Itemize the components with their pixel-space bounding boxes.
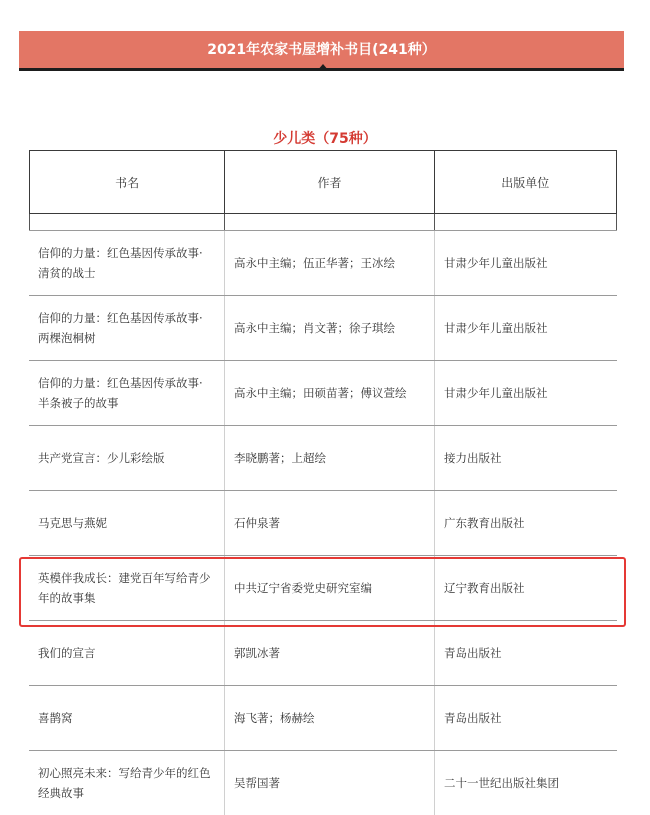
table-row [29, 620, 617, 685]
highlight-box [19, 557, 626, 627]
header-author: 作者 [224, 151, 433, 213]
book-title: 我们的宣言 [38, 646, 96, 660]
table-row [29, 360, 617, 425]
book-author: 郭凯冰著 [224, 621, 434, 685]
table-row [29, 490, 617, 555]
banner-notch-icon [317, 64, 329, 71]
gap-line [224, 214, 225, 230]
table-header [29, 150, 617, 214]
book-author: 海飞著；杨赫绘 [224, 686, 434, 750]
header-publisher: 出版单位 [434, 151, 616, 213]
book-author: 高永中主编；伍正华著；王冰绘 [224, 231, 434, 295]
banner-title: 2021年农家书屋增补书目(241种） [207, 42, 436, 58]
header-title: 书名 [115, 175, 140, 190]
book-publisher: 广东教育出版社 [434, 491, 617, 555]
gap-line [434, 214, 435, 230]
book-title: 共产党宣言：少儿彩绘版 [38, 451, 165, 465]
book-author: 石仲泉著 [224, 491, 434, 555]
book-author: 李晓鹏著；上超绘 [224, 426, 434, 490]
table-row [29, 685, 617, 750]
book-title: 信仰的力量：红色基因传承故事·两棵泡桐树 [38, 311, 203, 345]
book-publisher: 甘肃少年儿童出版社 [434, 361, 617, 425]
gap-line [29, 214, 30, 230]
table-row [29, 230, 617, 295]
book-publisher: 青岛出版社 [434, 686, 617, 750]
book-publisher: 青岛出版社 [434, 621, 617, 685]
book-title: 信仰的力量：红色基因传承故事·清贫的战士 [38, 246, 203, 280]
header-gap [29, 214, 617, 230]
book-title: 马克思与燕妮 [38, 516, 107, 530]
book-title: 信仰的力量：红色基因传承故事·半条被子的故事 [38, 376, 203, 410]
book-author: 中共辽宁省委党史研究室编 [224, 556, 434, 620]
gap-line [616, 214, 617, 230]
book-title: 初心照亮未来：写给青少年的红色经典故事 [38, 766, 211, 800]
book-publisher: 甘肃少年儿童出版社 [434, 296, 617, 360]
book-publisher: 接力出版社 [434, 426, 617, 490]
book-author: 高永中主编；田硕苗著；傅议萱绘 [224, 361, 434, 425]
book-author: 高永中主编；肖文著；徐子琪绘 [224, 296, 434, 360]
book-publisher: 甘肃少年儿童出版社 [434, 231, 617, 295]
book-title: 喜鹊窝 [38, 711, 73, 725]
book-table [29, 150, 617, 815]
table-body [29, 230, 617, 815]
book-author: 吴帮国著 [224, 751, 434, 815]
book-publisher: 辽宁教育出版社 [434, 556, 617, 620]
book-title: 英模伴我成长：建党百年写给青少年的故事集 [38, 571, 211, 605]
table-row [29, 750, 617, 815]
section-title: 少儿类（75种） [273, 131, 377, 147]
table-row [29, 425, 617, 490]
table-row [29, 295, 617, 360]
book-publisher: 二十一世纪出版社集团 [434, 751, 617, 815]
